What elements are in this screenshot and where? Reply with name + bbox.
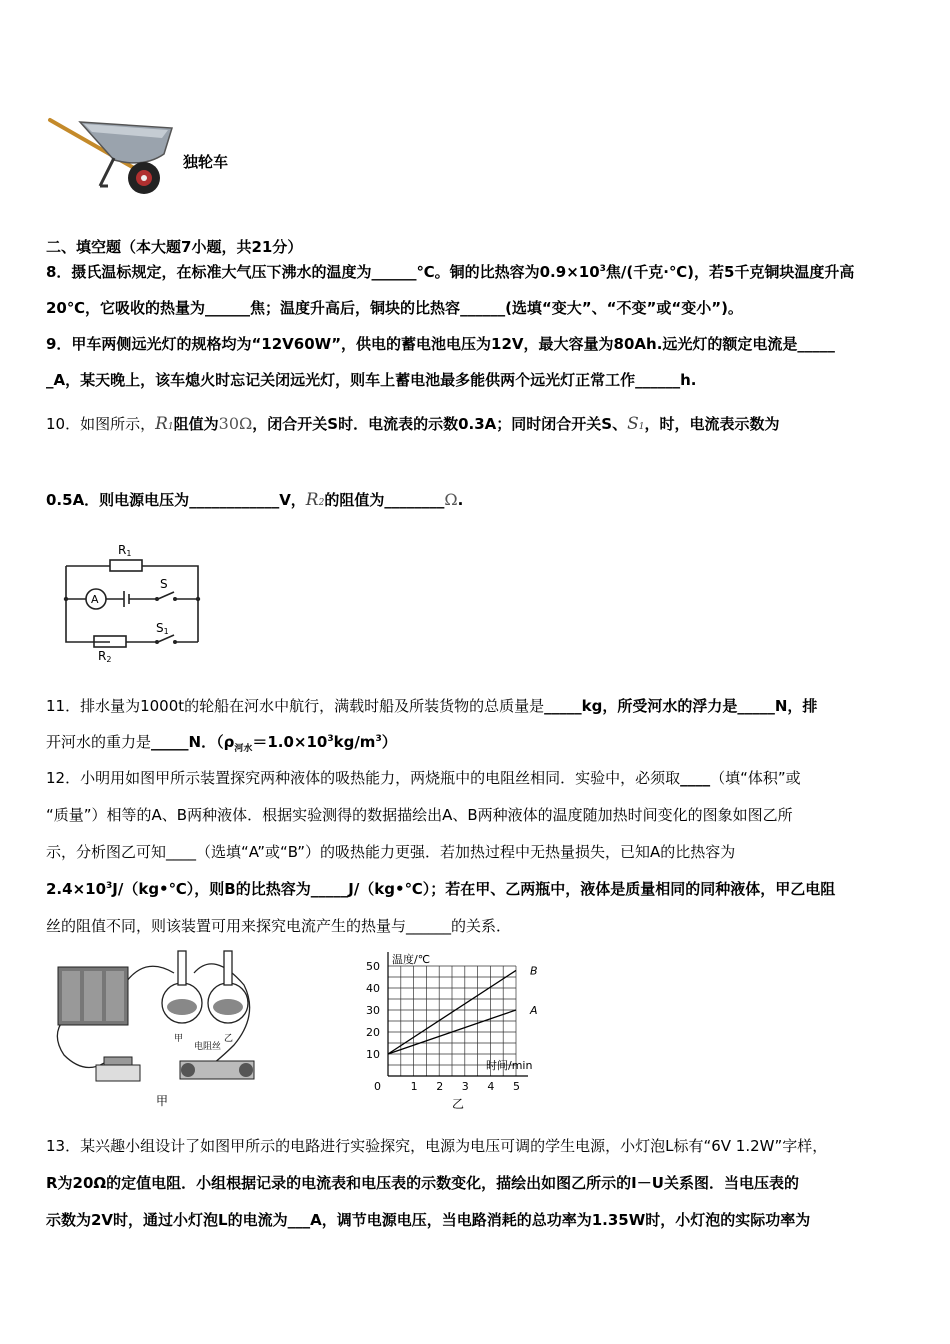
question-8-line-2: 20℃，它吸收的热量为______焦；温度升高后，铜块的比热容______(选填“变大”、“不变”或“变小”)。 (46, 299, 743, 317)
apparatus-caption: 甲 (156, 1094, 169, 1108)
question-12-line-1: 12．小明用如图甲所示装置探究两种液体的吸热能力，两烧瓶中的电阻丝相同．实验中，必须取____（填“体积”或 (46, 769, 801, 787)
question-12-line-3: 示，分析图乙可知____（选填“A”或“B”）的吸热能力更强．若加热过程中无热量损失，已知A的比热容为 (46, 843, 736, 861)
question-13-line-2: R为20Ω的定值电阻．小组根据记录的电流表和电压表的示数变化，描绘出如图乙所示的I－U关系图．当电压表的 (46, 1174, 799, 1192)
y-tick-label: 20 (366, 1026, 380, 1039)
question-12-line-2: “质量”）相等的A、B两种液体．根据实验测得的数据描绘出A、B两种液体的温度随加热时间变化的图象如图乙所 (46, 806, 793, 824)
apparatus-diagram (44, 945, 274, 1113)
circuit-label-s1: S1 (156, 621, 169, 636)
question-12-line-4: $2.4\times 10^3J/(kg•℃)$，则B的比热容为_____J/（kg•℃）；若在甲、乙两瓶中，液体是质量相同的同种液体，甲乙电阻 (46, 880, 836, 898)
x-tick-label: 0 (374, 1080, 381, 1093)
ammeter-symbol: A (91, 593, 99, 606)
circuit-diagram (58, 536, 208, 664)
y-axis-label: 温度/℃ (392, 953, 431, 966)
question-9-line-2: _A，某天晚上，该车熄火时忘记关闭远光灯，则车上蓄电池最多能供两个远光灯正常工作______h. (46, 371, 697, 389)
circuit-label-r2: R2 (98, 649, 112, 664)
wheelbarrow-illustration (44, 108, 179, 198)
question-13-line-1: 13．某兴趣小组设计了如图甲所示的电路进行实验探究，电源为电压可调的学生电源，小灯泡L标有“6V 1.2W”字样， (46, 1137, 828, 1155)
y-tick-label: 10 (366, 1048, 380, 1061)
graph-caption: 乙 (452, 1097, 465, 1111)
question-10-line-2: 0.5A．则电源电压为____________V，R2的阻值为________Ω. (46, 490, 464, 510)
question-9-line-1: 9．甲车两侧远光灯的规格均为“12V60W”，供电的蓄电池电压为12V，最大容量为80Ah.远光灯的额定电流是_____ (46, 335, 835, 353)
y-tick-label: 30 (366, 1004, 380, 1017)
x-tick-label: 2 (436, 1080, 444, 1093)
circuit-label-r1: R1 (118, 543, 132, 558)
x-tick-label: 5 (513, 1080, 520, 1093)
question-10-line-1: 10．如图所示，R1阻值为30Ω，闭合开关S时．电流表的示数0.3A；同时闭合开关S、S1，时，电流表示数为 (46, 414, 780, 434)
question-11-line-1: 11．排水量为1000t的轮船在河水中航行，满载时船及所装货物的总质量是_____kg，所受河水的浮力是_____N，排 (46, 697, 818, 715)
x-tick-label: 1 (410, 1080, 418, 1093)
x-tick-label: 3 (461, 1080, 469, 1093)
question-11-line-2: 开河水的重力是_____N．$(\rho_{河水}=1.0\times 10^3kg/m^3)$ (46, 733, 397, 754)
question-13-line-3: 示数为2V时，通过小灯泡L的电流为___A，调节电源电压，当电路消耗的总功率为1.35W时，小灯泡的实际功率为 (46, 1211, 811, 1229)
series-label-a: A (530, 1004, 538, 1017)
temperature-graph (340, 948, 600, 1113)
question-8-line-1: 8．摄氏温标规定，在标准大气压下沸水的温度为______℃。铜的比热容为$0.9\times 10^3$焦/(千克·℃)，若5千克铜块温度升高 (46, 263, 855, 281)
x-axis-label: 时间/min (486, 1059, 533, 1072)
question-12-line-5: 丝的阻值不同，则该装置可用来探究电流产生的热量与______的关系． (46, 917, 512, 935)
y-tick-label: 40 (366, 982, 380, 995)
flask-b-label: 乙 (224, 1034, 234, 1044)
x-tick-label: 4 (487, 1080, 495, 1093)
wheelbarrow-caption: 独轮车 (183, 153, 229, 171)
y-tick-label: 50 (366, 960, 380, 973)
series-label-b: B (530, 964, 538, 978)
circuit-label-s: S (160, 577, 168, 591)
resistance-wire-label: 电阻丝 (194, 1042, 222, 1052)
section-heading: 二、填空题（本大题7小题，共21分） (46, 238, 303, 256)
flask-a-label: 甲 (174, 1034, 184, 1044)
